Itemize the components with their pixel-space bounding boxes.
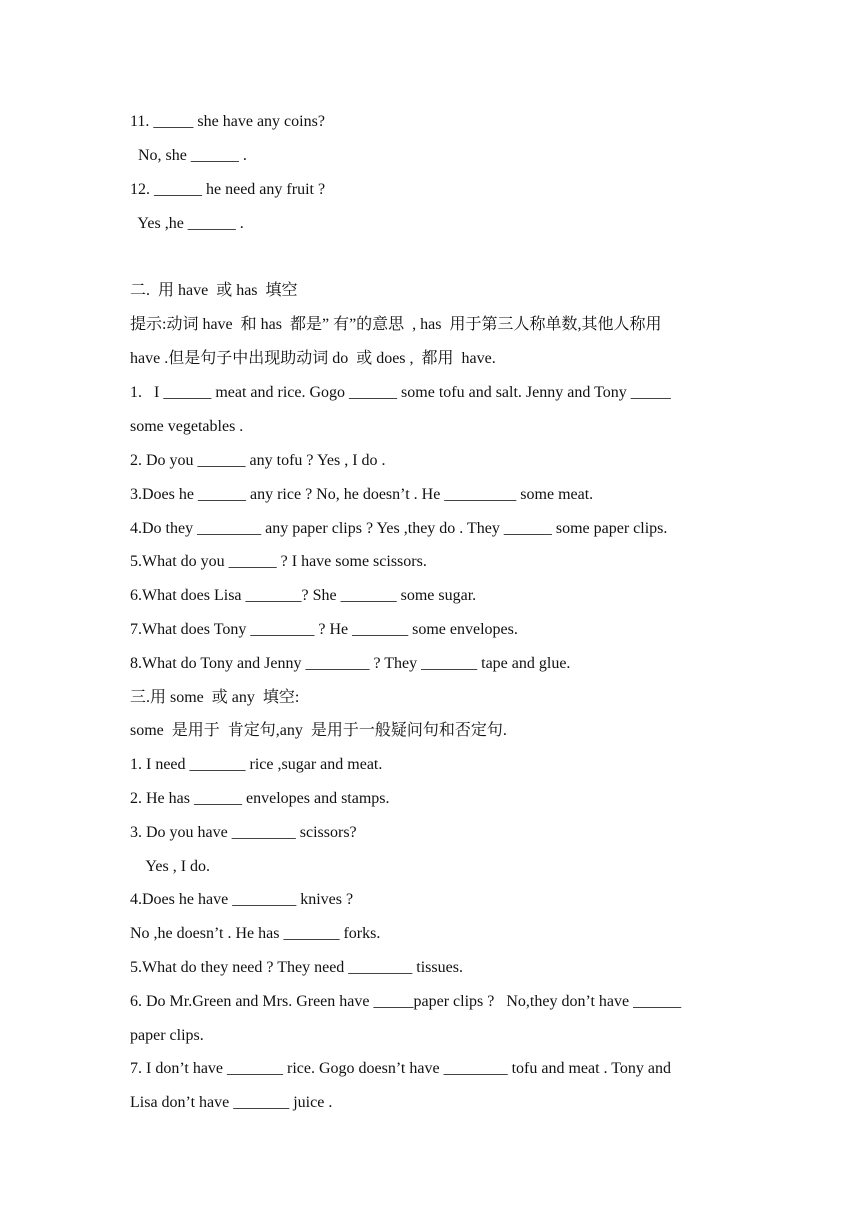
- q12-line: 12. ______ he need any fruit ?: [130, 181, 326, 198]
- s3-q6-line: 6. Do Mr.Green and Mrs. Green have _____paper clips ? No,they don’t have ______: [130, 993, 682, 1010]
- s2-q4-line: 4.Do they ________ any paper clips ? Yes ,they do . They ______ some paper clips.: [130, 520, 668, 537]
- s2-q5-line: 5.What do you ______ ? I have some scissors.: [130, 553, 427, 570]
- s2-q7-line: 7.What does Tony ________ ? He _______ some envelopes.: [130, 621, 518, 638]
- s3-q2-line: 2. He has ______ envelopes and stamps.: [130, 790, 390, 807]
- s3-q3-answer: Yes , I do.: [130, 858, 211, 875]
- q11-line: 11. _____ she have any coins?: [130, 113, 325, 130]
- section-2-heading: 二. 用 have 或 has 填空: [130, 282, 298, 299]
- section-3-hint: some 是用于 肯定句,any 是用于一般疑问句和否定句.: [130, 722, 507, 739]
- s3-q1-line: 1. I need _______ rice ,sugar and meat.: [130, 756, 383, 773]
- section-2-hint-cont: have .但是句子中出现助动词 do 或 does , 都用 have.: [130, 350, 496, 367]
- s2-q3-line: 3.Does he ______ any rice ? No, he doesn’t . He _________ some meat.: [130, 486, 594, 503]
- section-2-hint: 提示:动词 have 和 has 都是” 有”的意思 , has 用于第三人称单数,其他人称用: [130, 316, 662, 333]
- s2-q8-line: 8.What do Tony and Jenny ________ ? They _______ tape and glue.: [130, 655, 571, 672]
- s2-q2-line: 2. Do you ______ any tofu ? Yes , I do .: [130, 452, 386, 469]
- s3-q3-line: 3. Do you have ________ scissors?: [130, 824, 357, 841]
- s3-q7-cont: Lisa don’t have _______ juice .: [130, 1094, 333, 1111]
- s2-q1-cont: some vegetables .: [130, 418, 244, 435]
- s3-q7-line: 7. I don’t have _______ rice. Gogo doesn’t have ________ tofu and meat . Tony and: [130, 1060, 671, 1077]
- s3-q5-line: 5.What do they need ? They need ________ tissues.: [130, 959, 463, 976]
- s2-q1-line: 1. I ______ meat and rice. Gogo ______ some tofu and salt. Jenny and Tony _____: [130, 384, 671, 401]
- q11-answer-line: No, she ______ .: [130, 147, 247, 164]
- q12-answer-line: Yes ,he ______ .: [130, 215, 244, 232]
- s3-q4-line: 4.Does he have ________ knives ?: [130, 891, 354, 908]
- s2-q6-line: 6.What does Lisa _______? She _______ some sugar.: [130, 587, 477, 604]
- section-3-heading: 三.用 some 或 any 填空:: [130, 689, 300, 706]
- s3-q6-cont: paper clips.: [130, 1027, 204, 1044]
- s3-q4-answer: No ,he doesn’t . He has _______ forks.: [130, 925, 381, 942]
